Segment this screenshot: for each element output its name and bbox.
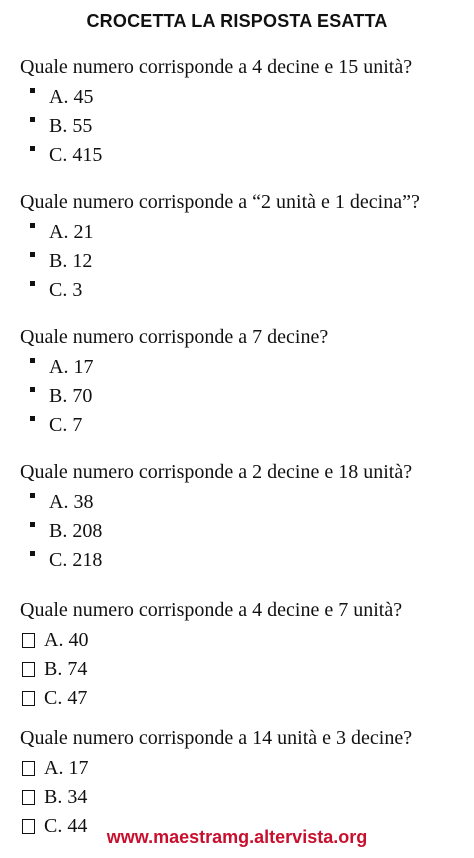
question-text: Quale numero corrisponde a “2 unità e 1 decina”?	[20, 191, 420, 213]
bullet-icon	[30, 146, 35, 151]
answer-label: B. 74	[44, 658, 88, 680]
answer-label: B. 34	[44, 786, 88, 808]
answer-option[interactable]	[20, 353, 470, 382]
checkbox-icon[interactable]	[22, 790, 35, 805]
answer-label: A. 38	[49, 491, 94, 513]
answer-option[interactable]	[20, 218, 470, 247]
question-text: Quale numero corrisponde a 2 decine e 18 unità?	[20, 461, 413, 483]
bullet-icon	[30, 252, 35, 257]
question-2	[20, 190, 470, 305]
bullet-icon	[30, 387, 35, 392]
answer-option[interactable]	[20, 411, 470, 440]
bullet-icon	[30, 117, 35, 122]
answer-label: A. 40	[44, 629, 89, 651]
answer-label: C. 218	[49, 549, 103, 571]
answer-option[interactable]	[20, 655, 470, 684]
bullet-icon	[30, 223, 35, 228]
bullet-icon	[30, 281, 35, 286]
answer-option[interactable]	[20, 488, 470, 517]
bullet-icon	[30, 358, 35, 363]
answer-label: C. 44	[44, 815, 88, 837]
answer-option[interactable]	[20, 83, 470, 112]
answer-option[interactable]	[20, 112, 470, 141]
answer-option[interactable]	[20, 783, 470, 812]
bullet-icon	[30, 88, 35, 93]
answer-option[interactable]	[20, 546, 470, 575]
answer-option[interactable]	[20, 684, 470, 713]
answer-options	[20, 626, 470, 713]
question-text: Quale numero corrisponde a 4 decine e 7 unità?	[20, 599, 403, 621]
answer-label: A. 21	[49, 221, 94, 243]
question-3	[20, 325, 470, 440]
checkbox-icon[interactable]	[22, 662, 35, 677]
answer-label: B. 208	[49, 520, 103, 542]
answer-label: B. 12	[49, 250, 93, 272]
question-5	[20, 598, 470, 713]
answer-option[interactable]	[20, 517, 470, 546]
question-text: Quale numero corrisponde a 14 unità e 3 decine?	[20, 727, 413, 749]
website-link[interactable]: www.maestramg.altervista.org	[106, 827, 368, 847]
answer-label: C. 3	[49, 279, 83, 301]
bullet-icon	[30, 551, 35, 556]
bullet-icon	[30, 522, 35, 527]
answer-label: B. 70	[49, 385, 93, 407]
bullet-icon	[30, 416, 35, 421]
answer-label: B. 55	[49, 115, 93, 137]
answer-label: A. 45	[49, 86, 94, 108]
answer-label: C. 7	[49, 414, 83, 436]
bullet-icon	[30, 493, 35, 498]
answer-options	[20, 353, 470, 440]
question-text: Quale numero corrisponde a 7 decine?	[20, 326, 329, 348]
answer-label: C. 415	[49, 144, 103, 166]
answer-option[interactable]	[20, 247, 470, 276]
answer-label: C. 47	[44, 687, 88, 709]
question-text: Quale numero corrisponde a 4 decine e 15 unità?	[20, 56, 413, 78]
answer-options	[20, 488, 470, 575]
answer-label: A. 17	[49, 356, 94, 378]
answer-option[interactable]	[20, 382, 470, 411]
answer-label: A. 17	[44, 757, 89, 779]
checkbox-icon[interactable]	[22, 691, 35, 706]
page-title: CROCETTA LA RISPOSTA ESATTA	[86, 11, 388, 31]
answer-option[interactable]	[20, 754, 470, 783]
answer-options	[20, 83, 470, 170]
checkbox-icon[interactable]	[22, 633, 35, 648]
answer-option[interactable]	[20, 141, 470, 170]
answer-option[interactable]	[20, 626, 470, 655]
answer-option[interactable]	[20, 276, 470, 305]
answer-options	[20, 218, 470, 305]
question-1	[20, 55, 470, 170]
checkbox-icon[interactable]	[22, 761, 35, 776]
question-4	[20, 460, 470, 575]
question-6	[20, 726, 470, 841]
